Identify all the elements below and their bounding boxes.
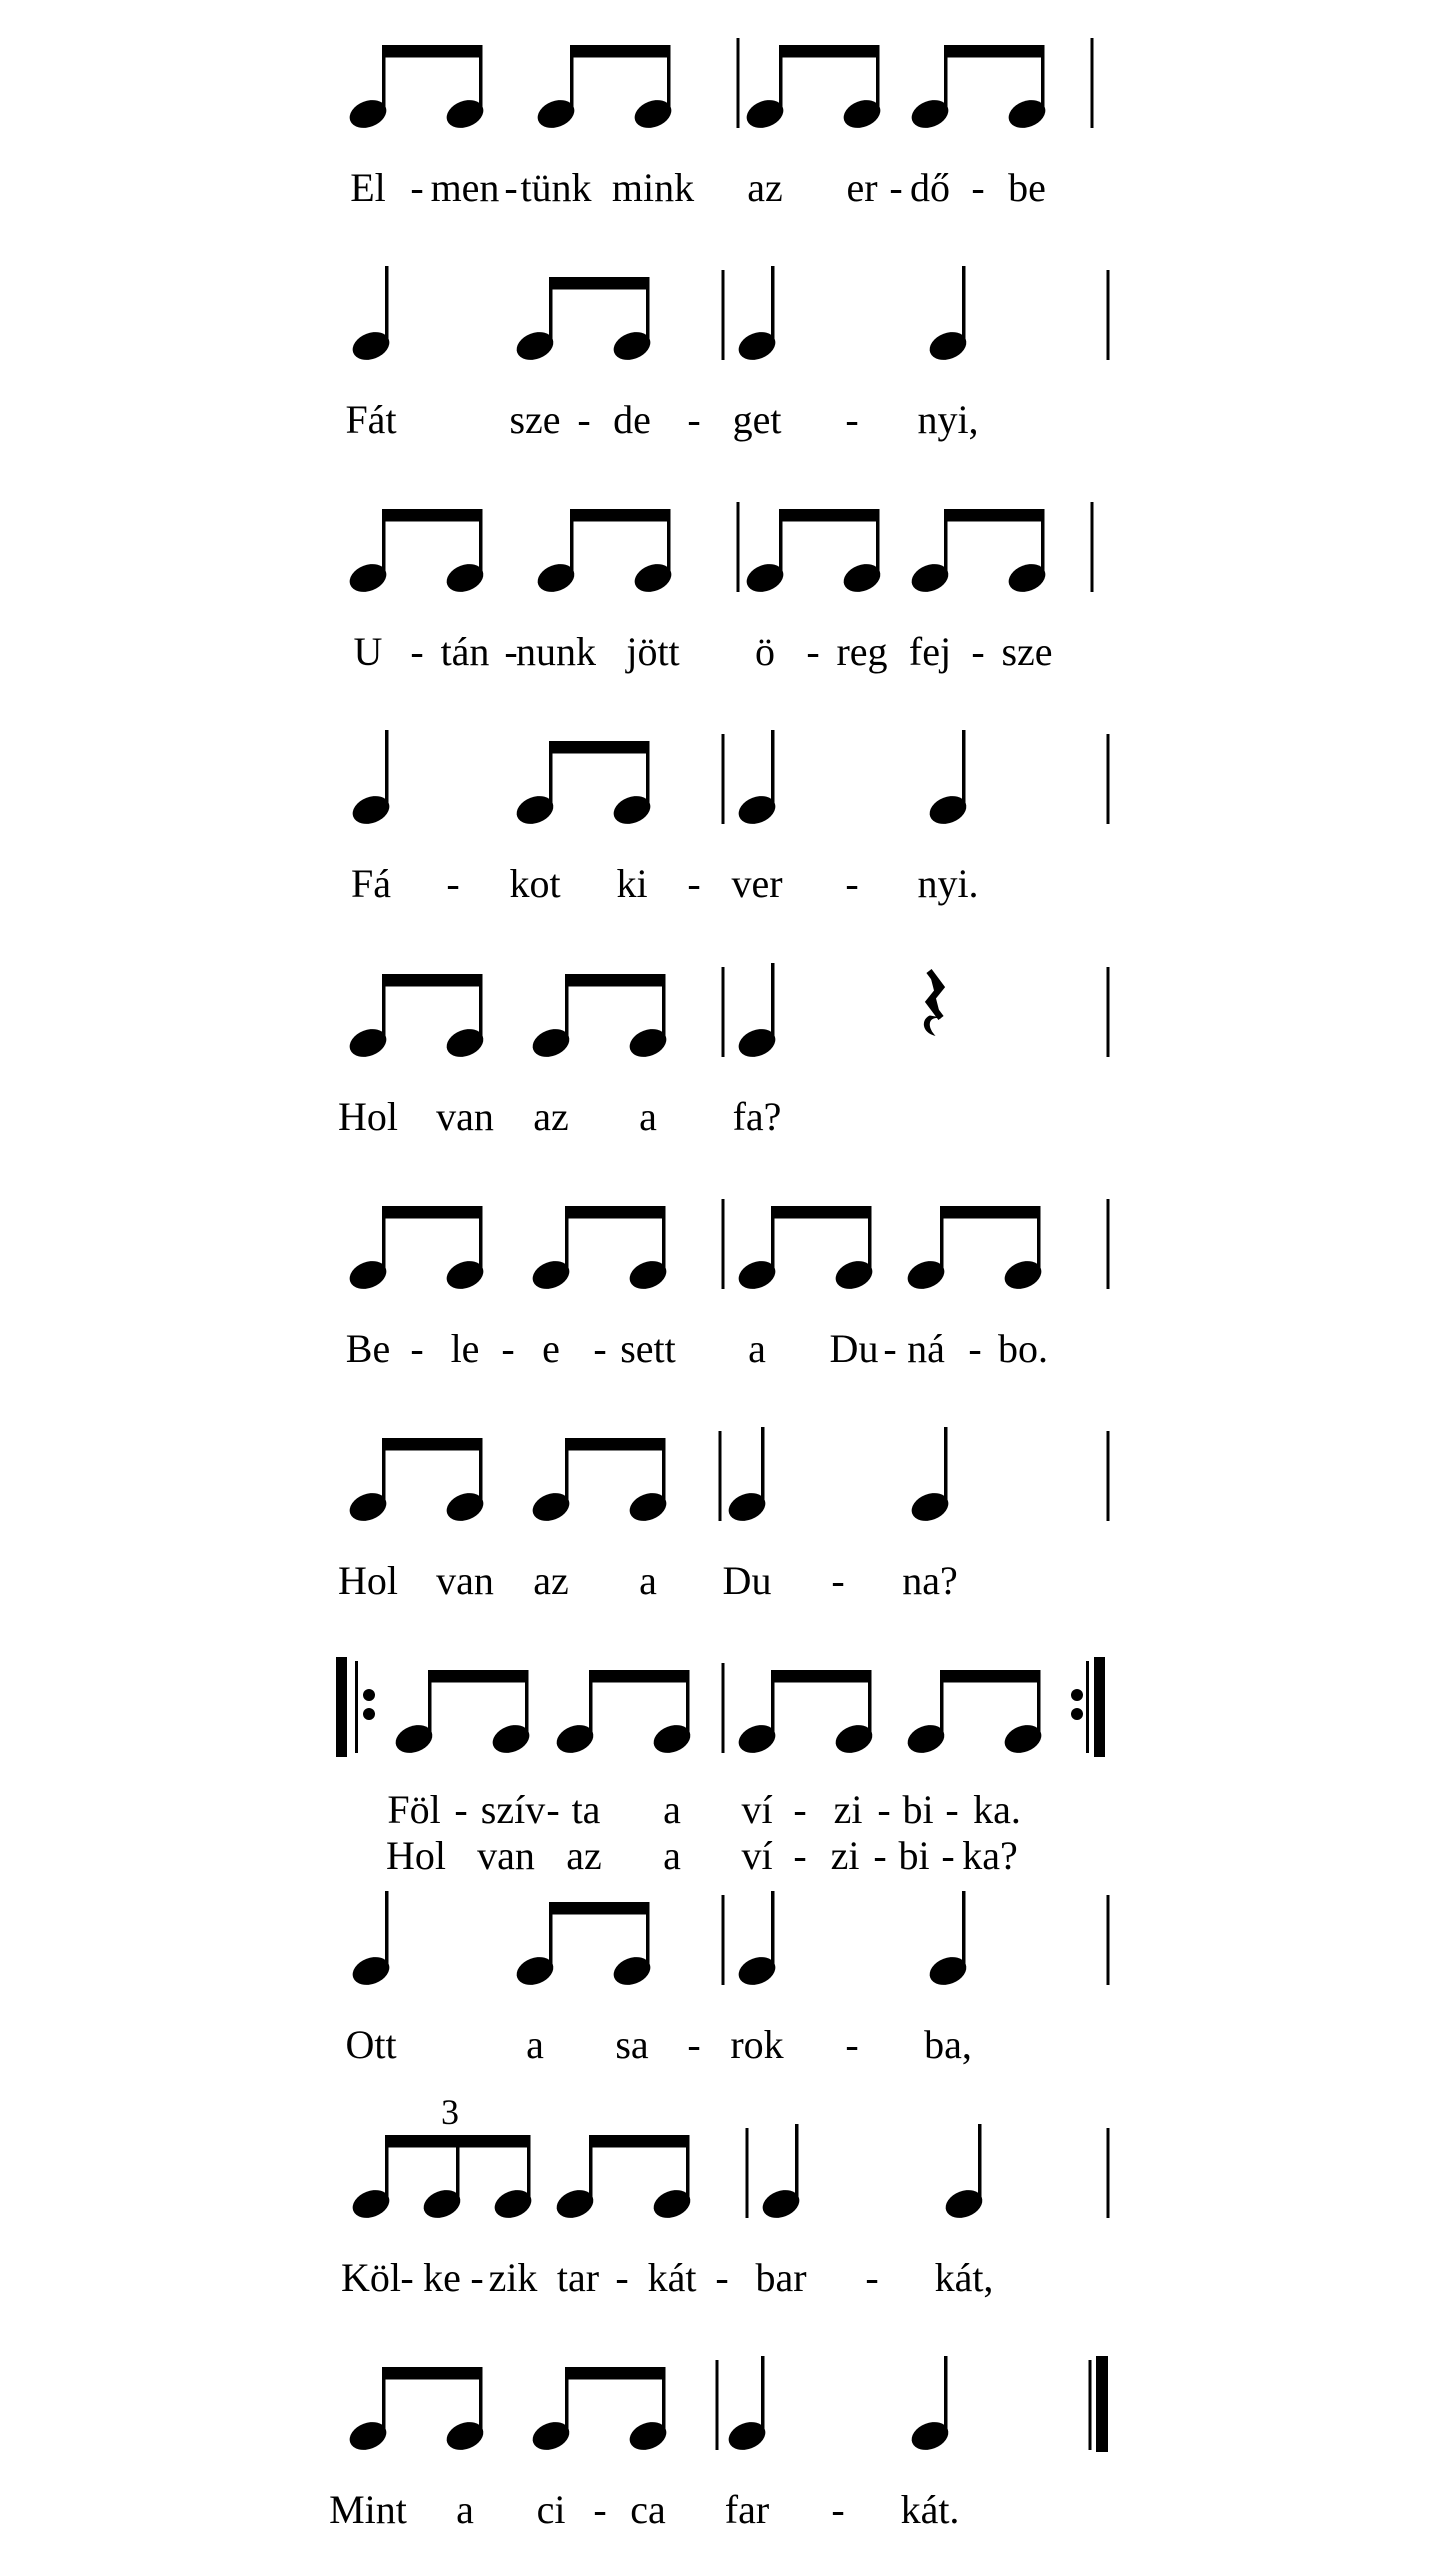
- eighth-pair: [529, 1206, 671, 1294]
- barline: [1107, 967, 1110, 1057]
- notation-line-10: [0, 2084, 1448, 2224]
- quarter-note: [926, 1891, 971, 1990]
- beam: [382, 2367, 483, 2380]
- lyric-hyphen: -: [687, 861, 701, 906]
- lyric-syllable: a: [748, 1326, 766, 1371]
- note-stem: [385, 2141, 389, 2204]
- lyric-syllable: be: [1008, 165, 1046, 210]
- beam: [549, 277, 650, 290]
- quarter-rest: [924, 971, 941, 1035]
- lyric-syllable: rok: [730, 2022, 784, 2067]
- lyric-syllable: tar: [556, 2255, 600, 2300]
- lyric-syllable: a: [639, 1094, 657, 1139]
- eighth-pair: [534, 45, 676, 133]
- lyric-syllable: El: [350, 165, 386, 210]
- note-stem: [944, 515, 948, 578]
- beam: [549, 1902, 650, 1915]
- beam: [565, 2367, 666, 2380]
- notation-line-11: [0, 2316, 1448, 2456]
- notation-line-4: [0, 690, 1448, 830]
- eighth-pair: [513, 741, 655, 829]
- note-stem: [944, 2356, 948, 2436]
- repeat-dot: [1071, 1708, 1083, 1720]
- beam: [382, 509, 483, 522]
- note-stem: [944, 1427, 948, 1507]
- lyric-syllable: sze: [509, 397, 561, 442]
- quarter-note: [349, 1891, 394, 1990]
- lyric-syllable: U: [353, 629, 383, 674]
- eighth-pair: [735, 1670, 877, 1758]
- note-stem: [1037, 1676, 1041, 1739]
- lyric-hyphen: -: [873, 1833, 887, 1878]
- beam: [385, 2135, 531, 2148]
- note-stem: [479, 2373, 483, 2436]
- note-stem: [382, 1444, 386, 1507]
- lyric-syllable: a: [526, 2022, 544, 2067]
- barline: [722, 967, 725, 1057]
- quarter-note: [942, 2124, 987, 2223]
- quarter-note: [735, 730, 780, 829]
- note-stem: [771, 1212, 775, 1275]
- note-stem: [962, 730, 966, 810]
- quarter-note: [349, 730, 394, 829]
- note-stem: [527, 2141, 531, 2204]
- barline: [722, 734, 725, 824]
- note-stem: [570, 51, 574, 114]
- eighth-pair: [346, 2367, 488, 2455]
- lyric-syllable: Fá: [351, 861, 391, 906]
- lyric-syllable: Be: [345, 1326, 391, 1371]
- lyric-hyphen: -: [968, 1326, 982, 1371]
- lyric-hyphen: -: [806, 629, 820, 674]
- lyric-hyphen: -: [400, 2255, 414, 2300]
- barline: [1107, 2128, 1110, 2218]
- quarter-note: [735, 963, 780, 1062]
- lyric-syllable: kát: [647, 2255, 697, 2300]
- lyric-hyphen: -: [865, 2255, 879, 2300]
- lyric-syllable: fej: [908, 629, 952, 674]
- note-stem: [771, 963, 775, 1043]
- beam: [779, 45, 880, 58]
- note-stem: [771, 730, 775, 810]
- eighth-triplet: [349, 2092, 536, 2223]
- eighth-pair: [743, 45, 885, 133]
- repeat-end-barline: [1071, 1657, 1105, 1757]
- eighth-pair: [908, 45, 1050, 133]
- eighth-pair: [529, 1438, 671, 1526]
- notation-line-3: [0, 458, 1448, 598]
- lyric-syllable: nyi.: [917, 861, 979, 906]
- lyric-syllable: nyi,: [917, 397, 979, 442]
- note-stem: [667, 51, 671, 114]
- lyric-syllable: ki: [616, 861, 648, 906]
- barline: [722, 1895, 725, 1985]
- lyric-hyphen: -: [501, 1326, 515, 1371]
- note-stem: [385, 266, 389, 346]
- lyric-syllable: Du: [829, 1326, 879, 1371]
- beam: [589, 2135, 690, 2148]
- lyric-syllable: zik: [488, 2255, 538, 2300]
- eighth-pair: [346, 45, 488, 133]
- beam: [428, 1670, 529, 1683]
- note-stem: [662, 980, 666, 1043]
- lyric-syllable: get: [732, 397, 782, 442]
- lyric-syllable: sett: [620, 1326, 676, 1371]
- note-stem: [589, 2141, 593, 2204]
- lyric-hyphen: -: [577, 397, 591, 442]
- eighth-pair: [529, 2367, 671, 2455]
- lyric-hyphen: -: [470, 2255, 484, 2300]
- quarter-note: [725, 2356, 770, 2455]
- beam: [940, 1670, 1041, 1683]
- lyric-hyphen: -: [446, 861, 460, 906]
- note-stem: [479, 980, 483, 1043]
- lyric-syllable: van: [436, 1558, 494, 1603]
- note-stem: [978, 2124, 982, 2204]
- note-stem: [1041, 51, 1045, 114]
- lyric-syllable: ka?: [962, 1833, 1018, 1878]
- note-stem: [382, 515, 386, 578]
- lyric-syllable: kát.: [900, 2487, 960, 2532]
- lyric-syllable: de: [613, 397, 651, 442]
- lyric-syllable: jött: [626, 629, 680, 674]
- note-stem: [761, 2356, 765, 2436]
- eighth-pair: [392, 1670, 534, 1758]
- lyric-syllable: sze: [1001, 629, 1053, 674]
- quarter-note: [926, 730, 971, 829]
- lyric-hyphen: -: [845, 2022, 859, 2067]
- beam: [944, 45, 1045, 58]
- lyric-hyphen: -: [454, 1787, 468, 1832]
- barline: [716, 2360, 719, 2450]
- beam: [570, 45, 671, 58]
- eighth-pair: [346, 1206, 488, 1294]
- note-stem: [868, 1212, 872, 1275]
- note-stem: [686, 1676, 690, 1739]
- note-stem: [1037, 1212, 1041, 1275]
- lyric-syllable: nunk: [516, 629, 596, 674]
- barline: [1107, 270, 1110, 360]
- note-stem: [761, 1427, 765, 1507]
- note-stem: [479, 1212, 483, 1275]
- quarter-note: [926, 266, 971, 365]
- quarter-rest-zigzag: [929, 971, 941, 1018]
- lyric-syllable: e: [542, 1326, 560, 1371]
- quarter-note: [908, 1427, 953, 1526]
- barline: [722, 1663, 725, 1753]
- barline: [1091, 38, 1094, 128]
- note-stem: [428, 1676, 432, 1739]
- lyric-hyphen: -: [845, 397, 859, 442]
- barline: [719, 1431, 722, 1521]
- lyric-hyphen: -: [410, 165, 424, 210]
- quarter-note: [725, 1427, 770, 1526]
- note-stem: [779, 51, 783, 114]
- note-stem: [779, 515, 783, 578]
- barline: [746, 2128, 749, 2218]
- note-stem: [479, 515, 483, 578]
- lyric-syllable: Fát: [345, 397, 397, 442]
- lyric-syllable: a: [663, 1787, 681, 1832]
- lyric-syllable: van: [436, 1094, 494, 1139]
- beam: [565, 974, 666, 987]
- beam: [565, 1206, 666, 1219]
- note-stem: [771, 1676, 775, 1739]
- lyric-syllable: sa: [615, 2022, 649, 2067]
- notation-line-8: [0, 1619, 1448, 1759]
- note-stem: [1041, 515, 1045, 578]
- note-stem: [686, 2141, 690, 2204]
- lyric-syllable: far: [724, 2487, 770, 2532]
- eighth-pair: [904, 1206, 1046, 1294]
- lyric-syllable: bo.: [998, 1326, 1048, 1371]
- lyric-syllable: zi: [830, 1833, 860, 1878]
- note-stem: [944, 51, 948, 114]
- lyric-hyphen: -: [793, 1787, 807, 1832]
- note-stem: [646, 283, 650, 346]
- lyric-hyphen: -: [410, 629, 424, 674]
- lyric-hyphen: -: [845, 861, 859, 906]
- barline: [722, 1199, 725, 1289]
- beam: [382, 974, 483, 987]
- lyric-syllable: ca: [630, 2487, 666, 2532]
- lyric-syllable: Du: [722, 1558, 772, 1603]
- final-barline: [1089, 2356, 1109, 2452]
- lyric-hyphen: -: [831, 2487, 845, 2532]
- lyric-syllable: tünk: [520, 165, 592, 210]
- lyric-syllable: Föl: [387, 1787, 441, 1832]
- lyric-syllable: az: [533, 1094, 569, 1139]
- quarter-note: [759, 2124, 804, 2223]
- barline: [1107, 734, 1110, 824]
- note-stem: [385, 730, 389, 810]
- beam: [565, 1438, 666, 1451]
- lyric-syllable: ta: [571, 1787, 601, 1832]
- note-stem: [479, 51, 483, 114]
- beam: [771, 1670, 872, 1683]
- lyric-hyphen: -: [410, 1326, 424, 1371]
- eighth-pair: [346, 974, 488, 1062]
- lyric-hyphen: -: [941, 1833, 955, 1878]
- notation-line-1: [0, 0, 1448, 134]
- note-stem: [385, 1891, 389, 1971]
- repeat-begin-barline: [336, 1657, 375, 1757]
- lyric-syllable: ö: [755, 629, 775, 674]
- barline: [1107, 1895, 1110, 1985]
- lyric-syllable: reg: [836, 629, 888, 674]
- lyric-hyphen: -: [971, 165, 985, 210]
- lyric-syllable: ví: [741, 1833, 773, 1878]
- note-stem: [962, 1891, 966, 1971]
- lyric-syllable: ba,: [924, 2022, 972, 2067]
- eighth-pair: [513, 277, 655, 365]
- lyric-hyphen: -: [593, 2487, 607, 2532]
- lyric-hyphen: -: [546, 1787, 560, 1832]
- beam: [771, 1206, 872, 1219]
- lyric-syllable: a: [639, 1558, 657, 1603]
- note-stem: [565, 1444, 569, 1507]
- beam: [779, 509, 880, 522]
- eighth-pair: [553, 2135, 695, 2223]
- barline: [737, 502, 740, 592]
- lyric-syllable: ná: [907, 1326, 945, 1371]
- lyric-hyphen: -: [945, 1787, 959, 1832]
- lyric-syllable: az: [533, 1558, 569, 1603]
- note-stem: [456, 2141, 460, 2204]
- note-stem: [795, 2124, 799, 2204]
- note-stem: [525, 1676, 529, 1739]
- note-stem: [549, 1908, 553, 1971]
- lyric-hyphen: -: [593, 1326, 607, 1371]
- note-stem: [771, 266, 775, 346]
- lyric-syllable: kát,: [934, 2255, 994, 2300]
- note-stem: [589, 1676, 593, 1739]
- barline: [722, 270, 725, 360]
- note-stem: [479, 1444, 483, 1507]
- notation-line-9: [0, 1851, 1448, 1991]
- lyric-hyphen: -: [504, 165, 518, 210]
- lyric-syllable: Hol: [338, 1558, 398, 1603]
- beam: [382, 1206, 483, 1219]
- note-stem: [549, 283, 553, 346]
- eighth-pair: [743, 509, 885, 597]
- lyric-syllable: bi: [898, 1833, 930, 1878]
- eighth-pair: [908, 509, 1050, 597]
- lyric-syllable: ka.: [973, 1787, 1021, 1832]
- lyric-syllable: er: [846, 165, 878, 210]
- note-stem: [940, 1676, 944, 1739]
- barline: [1107, 1431, 1110, 1521]
- note-stem: [667, 515, 671, 578]
- lyric-syllable: ver: [731, 861, 783, 906]
- note-stem: [570, 515, 574, 578]
- barline: [1091, 502, 1094, 592]
- lyric-hyphen: -: [504, 629, 518, 674]
- note-stem: [771, 1891, 775, 1971]
- beam: [944, 509, 1045, 522]
- lyric-syllable: bar: [755, 2255, 807, 2300]
- lyric-hyphen: -: [889, 165, 903, 210]
- beam: [570, 509, 671, 522]
- note-stem: [565, 2373, 569, 2436]
- lyric-syllable: szív: [480, 1787, 546, 1832]
- lyric-hyphen: -: [883, 1326, 897, 1371]
- eighth-pair: [346, 1438, 488, 1526]
- note-stem: [382, 1212, 386, 1275]
- lyric-syllable: le: [450, 1326, 480, 1371]
- note-stem: [662, 1212, 666, 1275]
- lyric-syllable: kot: [509, 861, 561, 906]
- lyric-syllable: van: [477, 1833, 535, 1878]
- lyric-syllable: Hol: [338, 1094, 398, 1139]
- eighth-pair: [735, 1206, 877, 1294]
- lyric-syllable: men: [430, 165, 500, 210]
- note-stem: [940, 1212, 944, 1275]
- lyric-hyphen: -: [831, 1558, 845, 1603]
- note-stem: [382, 51, 386, 114]
- lyric-syllable: az: [747, 165, 783, 210]
- lyric-syllable: tán: [440, 629, 490, 674]
- triplet-number: 3: [441, 2092, 459, 2132]
- repeat-dot: [1071, 1689, 1083, 1701]
- eighth-pair: [534, 509, 676, 597]
- lyric-syllable: a: [456, 2487, 474, 2532]
- lyric-hyphen: -: [971, 629, 985, 674]
- lyric-hyphen: -: [793, 1833, 807, 1878]
- lyric-syllable: na?: [902, 1558, 958, 1603]
- note-stem: [382, 2373, 386, 2436]
- eighth-pair: [529, 974, 671, 1062]
- quarter-note: [735, 1891, 780, 1990]
- beam: [382, 1438, 483, 1451]
- lyric-syllable: a: [663, 1833, 681, 1878]
- eighth-pair: [513, 1902, 655, 1990]
- note-stem: [382, 980, 386, 1043]
- lyric-hyphen: -: [687, 397, 701, 442]
- note-stem: [646, 747, 650, 810]
- lyric-syllable: Hol: [386, 1833, 446, 1878]
- repeat-dot: [363, 1689, 375, 1701]
- eighth-pair: [346, 509, 488, 597]
- note-stem: [868, 1676, 872, 1739]
- note-stem: [962, 266, 966, 346]
- lyric-syllable: ke: [423, 2255, 461, 2300]
- note-stem: [662, 1444, 666, 1507]
- notation-line-2: [0, 226, 1448, 366]
- eighth-pair: [904, 1670, 1046, 1758]
- note-stem: [876, 515, 880, 578]
- barline: [737, 38, 740, 128]
- notation-line-7: [0, 1387, 1448, 1527]
- lyric-syllable: ci: [536, 2487, 566, 2532]
- eighth-pair: [553, 1670, 695, 1758]
- lyric-hyphen: -: [877, 1787, 891, 1832]
- quarter-note: [349, 266, 394, 365]
- beam: [549, 741, 650, 754]
- lyric-syllable: fa?: [732, 1094, 782, 1139]
- notation-line-6: [0, 1155, 1448, 1295]
- lyric-syllable: Mint: [329, 2487, 407, 2532]
- beam: [940, 1206, 1041, 1219]
- lyric-syllable: Ott: [345, 2022, 397, 2067]
- lyric-syllable: Köl: [341, 2255, 401, 2300]
- lyric-syllable: ví: [741, 1787, 773, 1832]
- beam: [589, 1670, 690, 1683]
- note-stem: [876, 51, 880, 114]
- quarter-note: [908, 2356, 953, 2455]
- note-stem: [565, 1212, 569, 1275]
- lyric-syllable: dő: [910, 165, 950, 210]
- barline: [1107, 1199, 1110, 1289]
- lyric-hyphen: -: [687, 2022, 701, 2067]
- beam: [382, 45, 483, 58]
- note-stem: [646, 1908, 650, 1971]
- lyric-hyphen: -: [615, 2255, 629, 2300]
- lyric-syllable: mink: [611, 165, 695, 210]
- note-stem: [662, 2373, 666, 2436]
- lyric-syllable: zi: [833, 1787, 863, 1832]
- note-stem: [549, 747, 553, 810]
- quarter-note: [735, 266, 780, 365]
- notation-line-5: [0, 923, 1448, 1063]
- lyric-hyphen: -: [715, 2255, 729, 2300]
- repeat-dot: [363, 1708, 375, 1720]
- lyric-syllable: az: [566, 1833, 602, 1878]
- note-stem: [565, 980, 569, 1043]
- lyric-syllable: bi: [902, 1787, 934, 1832]
